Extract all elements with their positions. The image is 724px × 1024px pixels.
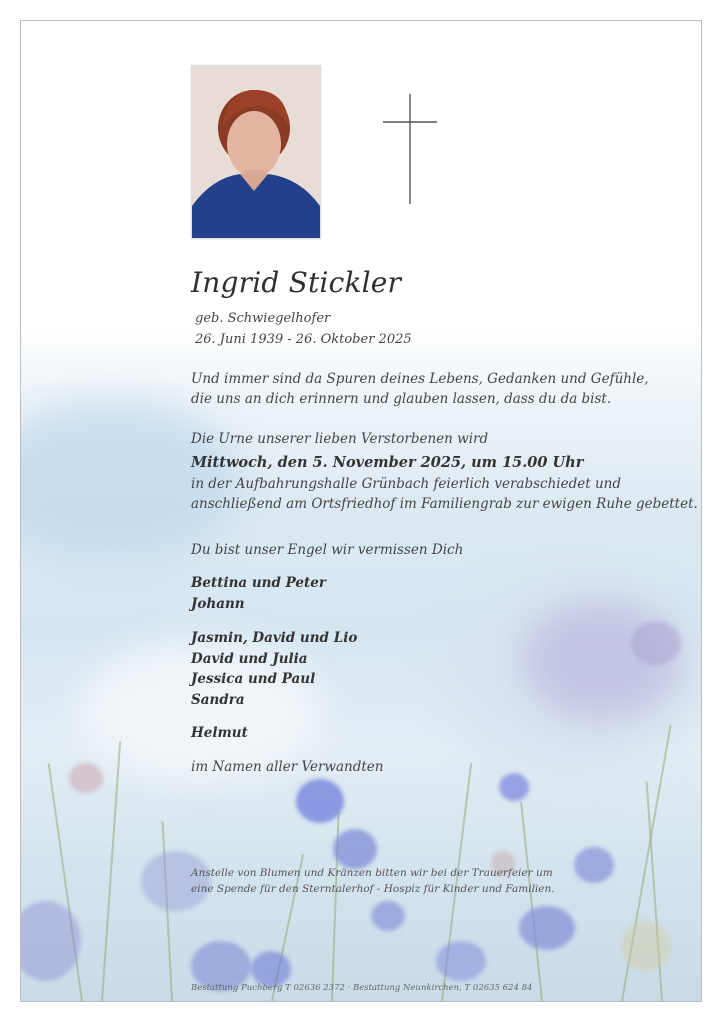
ceremony-date: Mittwoch, den 5. November 2025, um 15.00 Uhr xyxy=(191,454,584,471)
obituary-card xyxy=(20,20,702,1002)
cross-icon xyxy=(383,94,437,204)
life-dates: 26. Juni 1939 - 26. Oktober 2025 xyxy=(195,332,412,347)
announcement-intro: Die Urne unserer lieben Verstorbenen wird xyxy=(191,431,489,447)
ceremony-details-line-2: anschließend am Ortsfriedhof im Familiengrab zur ewigen Ruhe gebettet. xyxy=(191,496,698,512)
poem-line-2: die uns an dich erinnern und glauben lassen, dass du da bist. xyxy=(191,391,612,407)
mourner-name: Sandra xyxy=(191,692,245,708)
funeral-home-footer: Bestattung Puchberg T 02636 2372 · Bestattung Neunkirchen, T 02635 624 84 xyxy=(191,983,533,993)
mourner-name: Bettina und Peter xyxy=(191,575,326,591)
mourner-name: Jasmin, David und Lio xyxy=(191,630,358,646)
ceremony-details-line-1: in der Aufbahrungshalle Grünbach feierlich verabschiedet und xyxy=(191,476,621,492)
relatives-line: im Namen aller Verwandten xyxy=(191,759,384,775)
mourner-name: Helmut xyxy=(191,725,248,741)
mourner-name: Johann xyxy=(191,596,245,612)
farewell-line: Du bist unser Engel wir vermissen Dich xyxy=(191,542,464,558)
donation-note-line-1: Anstelle von Blumen und Kränzen bitten wir bei der Trauerfeier um xyxy=(191,867,553,879)
portrait-photo xyxy=(191,65,321,239)
mourner-name: Jessica und Paul xyxy=(191,671,316,687)
poem-line-1: Und immer sind da Spuren deines Lebens, Gedanken und Gefühle, xyxy=(191,371,649,387)
donation-note-line-2: eine Spende für den Sterntalerhof - Hospiz für Kinder und Familien. xyxy=(191,883,555,895)
deceased-name: Ingrid Stickler xyxy=(191,266,402,299)
maiden-name: geb. Schwiegelhofer xyxy=(195,311,331,326)
portrait-illustration xyxy=(192,66,320,238)
mourner-name: David und Julia xyxy=(191,651,308,667)
